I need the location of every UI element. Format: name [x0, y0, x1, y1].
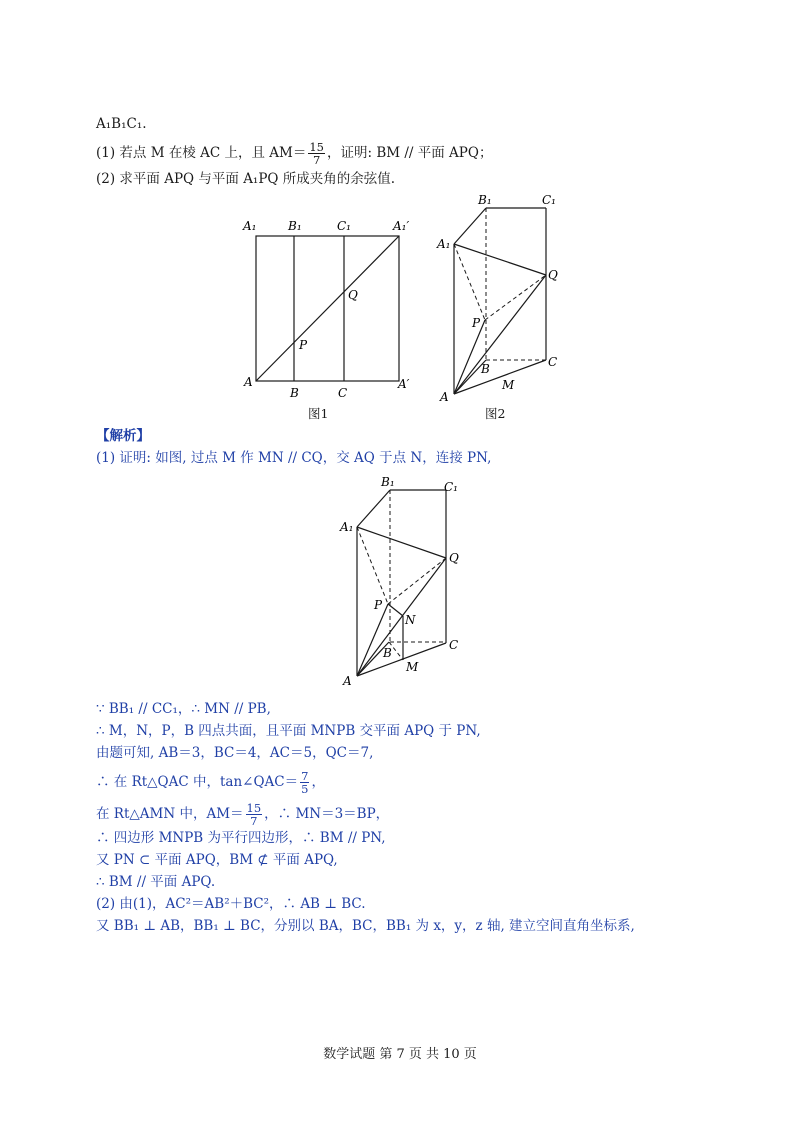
solution-line-10: (2) 由(1)，AC²＝AB²＋BC²，∴ AB ⊥ BC.: [96, 896, 366, 912]
solution-line-8: 又 PN ⊂ 平面 APQ，BM ⊄ 平面 APQ,: [96, 852, 338, 868]
fig3-label-a: A: [343, 674, 352, 688]
fraction-am: [308, 141, 325, 166]
solution-heading: 【解析】: [96, 428, 150, 444]
fig3-label-p: P: [374, 598, 383, 612]
solution-line-2: ∵ BB₁ // CC₁，∴ MN // PB,: [96, 701, 271, 717]
figure-3-diagram: [340, 474, 470, 689]
fig2-label-p: P: [472, 316, 481, 330]
solution-line-5-post: ，: [311, 774, 325, 790]
fig2-label-b1: B₁: [478, 193, 492, 207]
fig3-label-m: M: [406, 660, 419, 674]
fig1-label-a1: A₁: [243, 219, 257, 233]
fig2-label-a: A: [440, 390, 449, 404]
solution-line-11: 又 BB₁ ⊥ AB，BB₁ ⊥ BC，分别以 BA，BC，BB₁ 为 x，y，z 轴, 建立空间直角坐标系,: [96, 918, 635, 934]
fraction-numerator: 15: [309, 140, 324, 154]
problem-line-2: (2) 求平面 APQ 与平面 A₁PQ 所成夹角的余弦值.: [96, 171, 396, 187]
fig1-label-a-prime: A′: [398, 377, 410, 391]
fig3-label-b: B: [383, 646, 392, 660]
fig3-label-n: N: [405, 613, 416, 627]
fig1-label-b1: B₁: [288, 219, 302, 233]
fig1-label-a: A: [244, 375, 253, 389]
solution-line-1: (1) 证明: 如图, 过点 M 作 MN // CQ，交 AQ 于点 N，连接 PN,: [96, 450, 492, 466]
fraction-denominator: 7: [313, 153, 321, 167]
fig1-label-a1-prime: A₁′: [393, 219, 410, 233]
fig1-label-c1: C₁: [337, 219, 351, 233]
fraction-denominator: 5: [301, 782, 309, 796]
solution-line-6-pre: 在 Rt△AMN 中，AM＝: [96, 806, 244, 822]
fig1-label-q: Q: [348, 288, 358, 302]
fraction-am-2: [246, 802, 263, 827]
fig2-label-b: B: [481, 362, 490, 376]
fraction-denominator: 7: [250, 814, 258, 828]
problem-line-1: [96, 141, 492, 166]
figure-2-caption: 图2: [485, 406, 506, 421]
fig3-label-a1: A₁: [340, 520, 354, 534]
page-footer: 数学试题 第 7 页 共 10 页: [323, 1047, 477, 1062]
fig3-label-c: C: [449, 638, 459, 652]
solution-line-9: ∴ BM // 平面 APQ.: [96, 874, 216, 890]
solution-line-5: [96, 770, 325, 795]
fig2-label-c1: C₁: [542, 193, 556, 207]
fig3-label-b1: B₁: [381, 475, 395, 489]
fig1-label-p: P: [299, 338, 308, 352]
solution-line-6: [96, 802, 389, 827]
fig2-label-a1: A₁: [437, 237, 451, 251]
solution-line-6-post: ，∴ MN＝3＝BP，: [264, 806, 390, 822]
fig2-label-q: Q: [548, 268, 558, 282]
fig1-label-b: B: [290, 386, 299, 400]
solution-line-7: ∴ 四边形 MNPB 为平行四边形，∴ BM // PN,: [96, 830, 386, 846]
fig2-label-c: C: [548, 355, 558, 369]
fraction-numerator: 7: [301, 769, 309, 783]
problem-line-1-post: ，证明: BM // 平面 APQ；: [327, 145, 493, 161]
solution-line-5-pre: ∴ 在 Rt△QAC 中，tan∠QAC＝: [96, 774, 299, 790]
fig3-label-q: Q: [449, 551, 459, 565]
fig1-label-c: C: [338, 386, 348, 400]
fraction-tan: [300, 770, 309, 795]
figure-1-caption: 图1: [308, 406, 329, 421]
solution-line-4: 由题可知, AB＝3，BC＝4，AC＝5，QC＝7,: [96, 745, 374, 761]
fraction-numerator: 15: [246, 801, 262, 815]
figure-1-diagram: [238, 214, 418, 414]
problem-line-0: A₁B₁C₁.: [96, 116, 147, 132]
fig2-label-m: M: [502, 378, 515, 392]
figure-2-diagram: [436, 190, 566, 404]
solution-line-3: ∴ M，N，P，B 四点共面，且平面 MNPB 交平面 APQ 于 PN,: [96, 723, 481, 739]
problem-line-1-pre: (1) 若点 M 在棱 AC 上，且 AM＝: [96, 145, 307, 161]
fig3-label-c1: C₁: [444, 480, 458, 494]
